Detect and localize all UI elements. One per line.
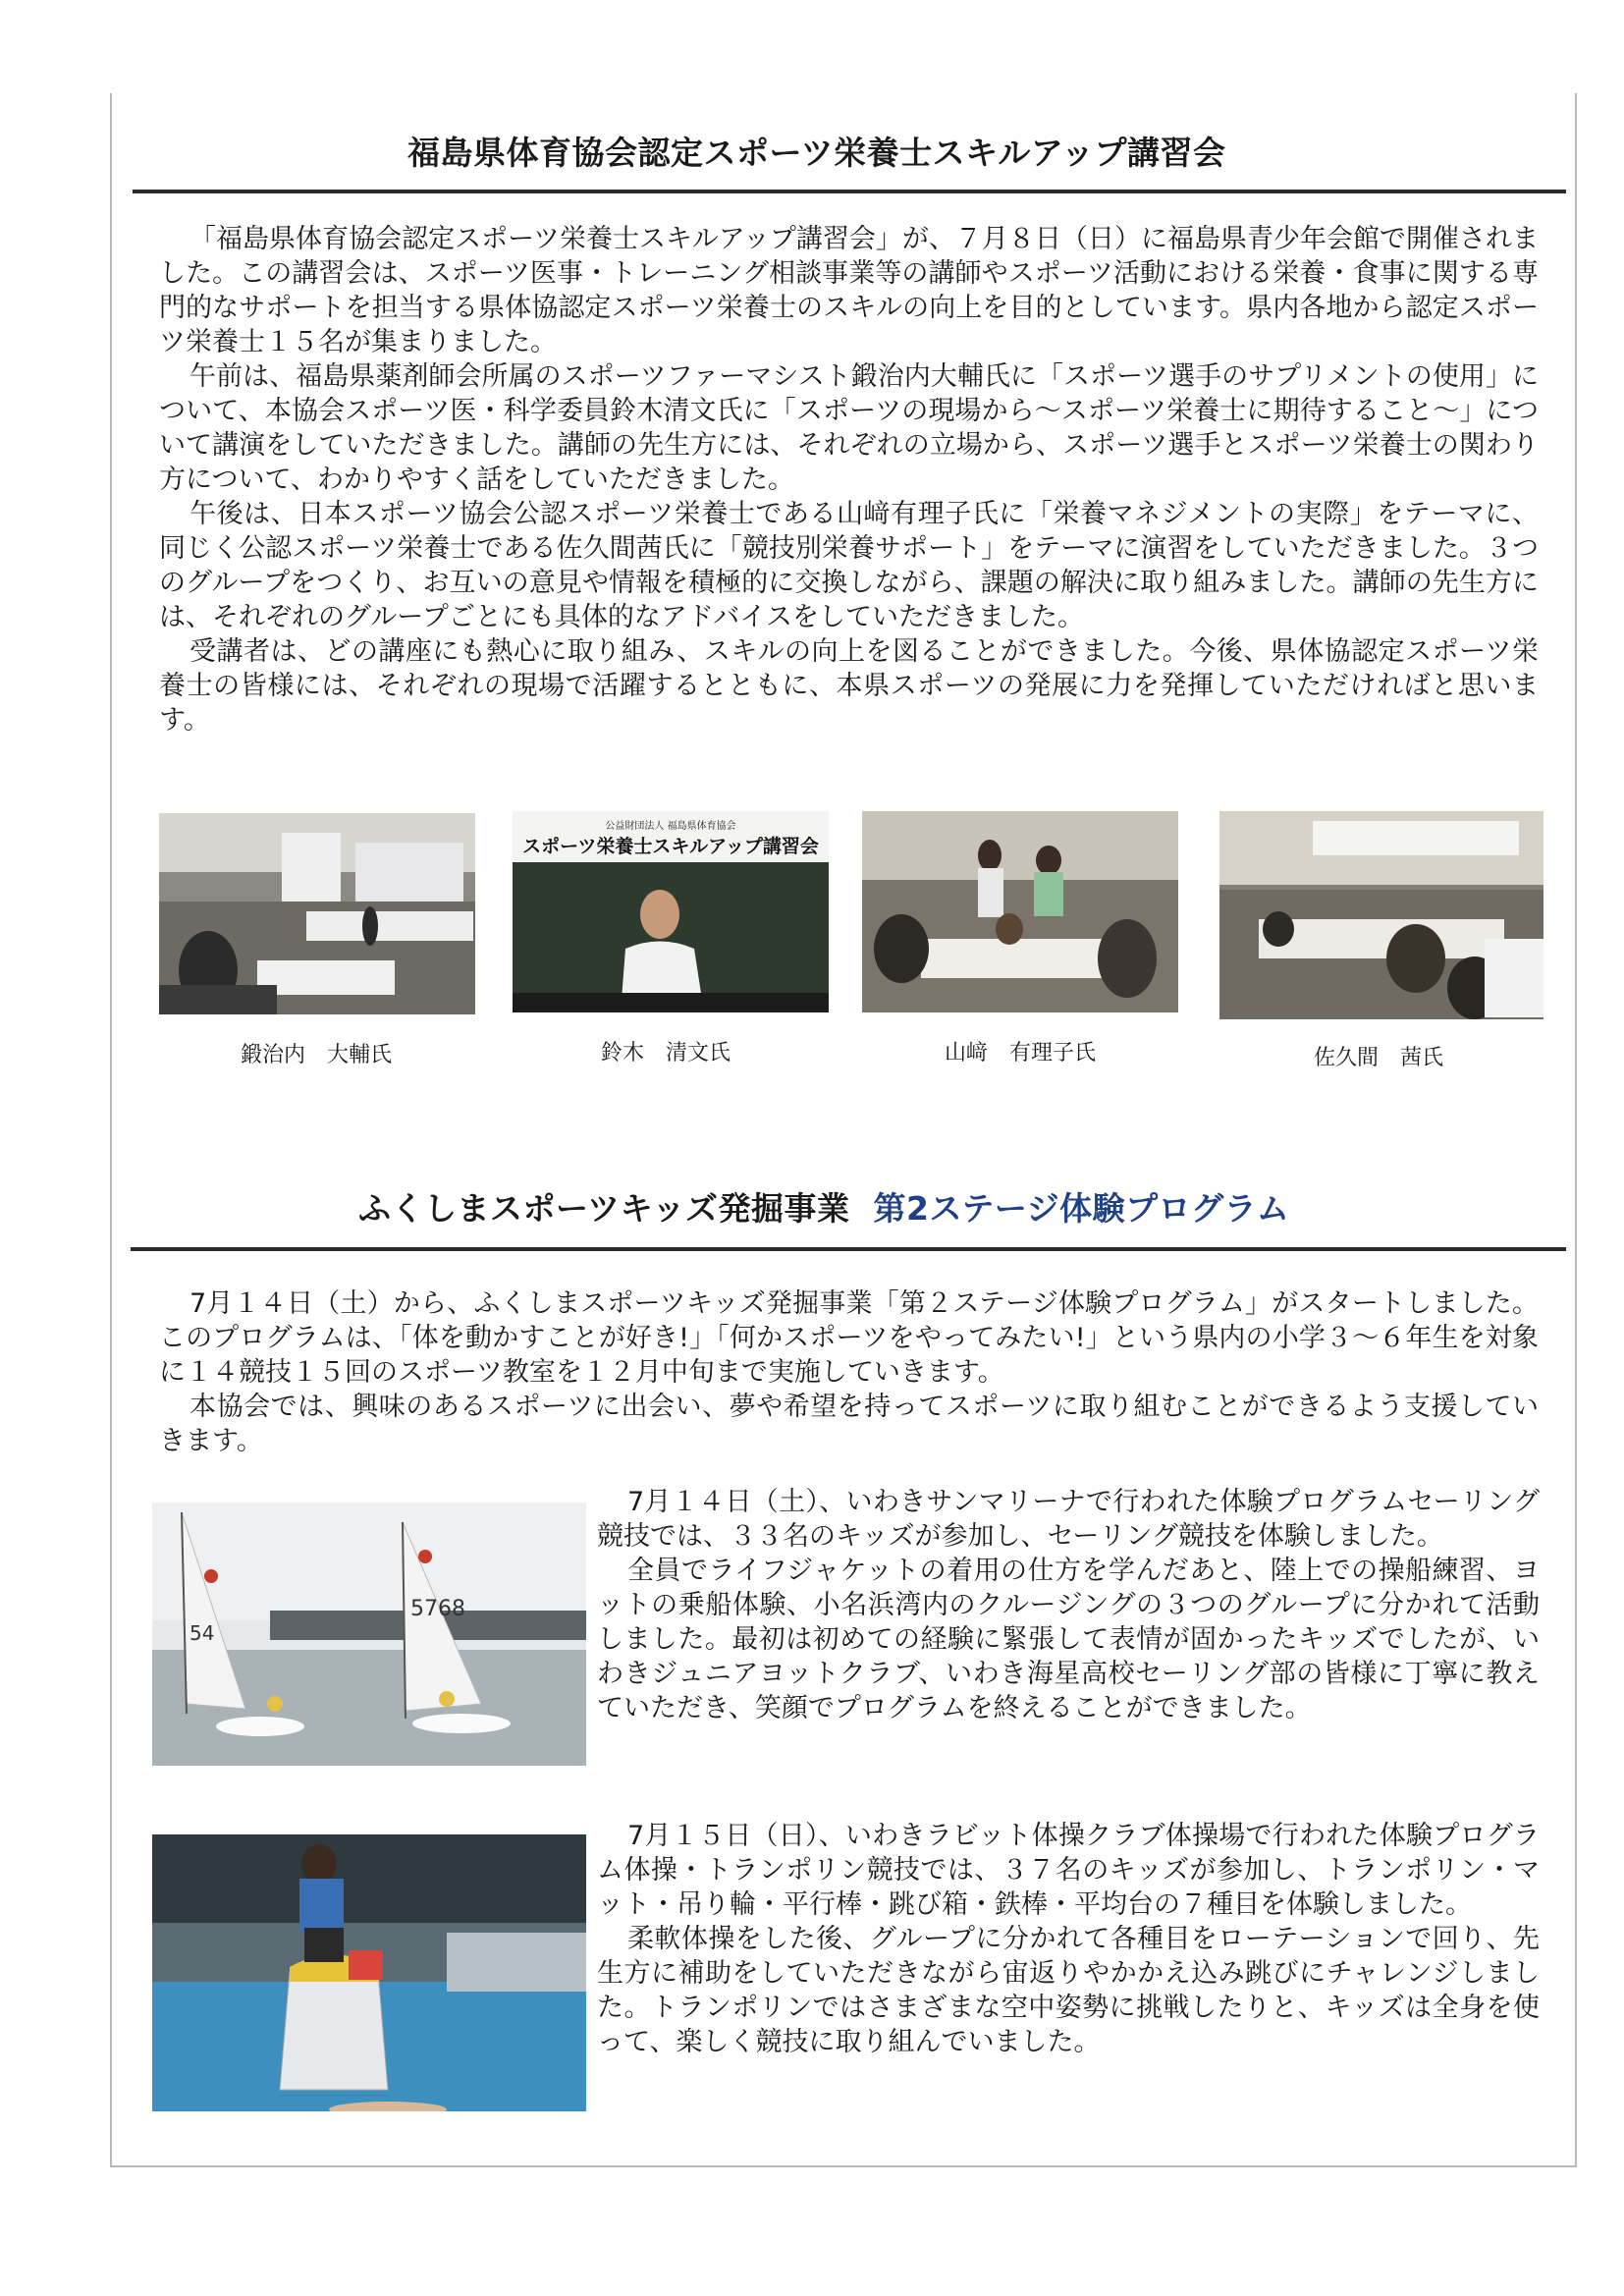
section2-title: [358, 1183, 1289, 1230]
section1-body: [159, 222, 1539, 738]
gymnastics-paragraph: 柔軟体操をした後、グループに分かれて各種目をローテーションで回り、先生方に補助をしていただきながら宙返りやかかえ込み跳びにチャレンジしました。トランポリンではさまざまな空中姿勢に挑戦したりと、キッズは全身を使って、楽しく競技に取り組んでいました。: [597, 1924, 1540, 2057]
sailing-paragraph: 7月１４日（土）、いわきサンマリーナで行われた体験プログラムセーリング競技では、３３名のキッズが参加し、セーリング競技を体験しました。: [597, 1487, 1540, 1552]
section1-paragraph: 受講者は、どの講座にも熱心に取り組み、スキルの向上を図ることができました。今後、県体協認定スポーツ栄養士の皆様には、それぞれの現場で活躍するとともに、本県スポーツの発展に力を発揮していただければと思います。: [159, 636, 1539, 736]
photo-caption: 鈴木 清文氏: [601, 1041, 731, 1066]
section2-intro-paragraph: 本協会では、興味のあるスポーツに出会い、夢や希望を持ってスポーツに取り組むことができるよう支援していきます。: [159, 1392, 1539, 1456]
section2-intro-paragraph: 7月１４日（土）から、ふくしまスポーツキッズ発掘事業「第２ステージ体験プログラム」がスタートしました。このプログラムは、「体を動かすことが好き!」「何かスポーツをやってみたい!」という県内の小学３～６年生を対象に１４競技１５回のスポーツ教室を１２月中旬まで実施していきます。: [159, 1288, 1539, 1388]
banner-small-text: 公益財団法人 福島県体育協会: [605, 821, 736, 832]
sailing-text: [597, 1485, 1540, 1725]
gymnastics-text: [597, 1819, 1540, 2059]
sail-number-left: 54: [189, 1621, 215, 1645]
photo-caption: 鍛治内 大輔氏: [241, 1043, 393, 1067]
sailing-paragraph: 全員でライフジャケットの着用の仕方を学んだあと、陸上での操船練習、ヨットの乗船体験、小名浜湾内のクルージングの３つのグループに分かれて活動しました。最初は初めての経験に緊張して表情が固かったキッズでしたが、いわきジュニアヨットクラブ、いわき海星高校セーリング部の皆様に丁寧に教えていただき、笑顔でプログラムを終えることができました。: [597, 1556, 1540, 1723]
photo-kajiuchi: [159, 813, 475, 1014]
banner-text: スポーツ栄養士スキルアップ講習会: [522, 836, 819, 857]
photo-sakuma: [1219, 811, 1543, 1019]
section1-paragraph: 午後は、日本スポーツ協会公認スポーツ栄養士である山﨑有理子氏に「栄養マネジメントの実際」をテーマに、同じく公認スポーツ栄養士である佐久間茜氏に「競技別栄養サポート」をテーマに演習をしていただきました。３つのグループをつくり、お互いの意見や情報を積極的に交換しながら、課題の解決に取り組みました。講師の先生方には、それぞれのグループごとにも具体的なアドバイスをしていただきました。: [159, 499, 1539, 632]
section1-paragraph: 午前は、福島県薬剤師会所属のスポーツファーマシスト鍛治内大輔氏に「スポーツ選手のサプリメントの使用」について、本協会スポーツ医・科学委員鈴木清文氏に「スポーツの現場から～スポーツ栄養士に期待すること～」について講演をしていただきました。講師の先生方には、それぞれの立場から、スポーツ選手とスポーツ栄養士の関わり方について、わかりやすく話をしていただきました。: [159, 361, 1539, 495]
photo-caption: 佐久間 茜氏: [1314, 1046, 1444, 1070]
gymnastics-paragraph: 7月１５日（日）、いわきラビット体操クラブ体操場で行われた体験プログラム体操・トランポリン競技では、３７名のキッズが参加し、トランポリン・マット・吊り輪・平行棒・跳び箱・鉄棒・平均台の７種目を体験しました。: [597, 1821, 1540, 1920]
photo-yamazaki: [862, 811, 1178, 1012]
photo-sailing: [152, 1503, 586, 1766]
section1-title: 福島県体育協会認定スポーツ栄養士スキルアップ講習会: [407, 134, 1226, 172]
photo-gymnastics: [152, 1834, 586, 2111]
section2-title-main: ふくしまスポーツキッズ発掘事業: [358, 1189, 850, 1228]
section1-paragraph: 「福島県体育協会認定スポーツ栄養士スキルアップ講習会」が、７月８日（日）に福島県青少年会館で開催されました。この講習会は、スポーツ医事・トレーニング相談事業等の講師やスポーツ活動における栄養・食事に関する専門的なサポートを担当する県体協認定スポーツ栄養士のスキルの向上を目的としています。県内各地から認定スポーツ栄養士１５名が集まりました。: [159, 224, 1539, 357]
section2-intro: [159, 1286, 1539, 1458]
section2-title-accent: 第2ステージ体験プログラム: [873, 1189, 1290, 1228]
section2-rule: [131, 1247, 1566, 1251]
sail-number-right: 5768: [410, 1597, 465, 1621]
section1-rule: [133, 190, 1566, 193]
photo-caption: 山﨑 有理子氏: [945, 1041, 1097, 1066]
photo-suzuki: [513, 811, 829, 1012]
